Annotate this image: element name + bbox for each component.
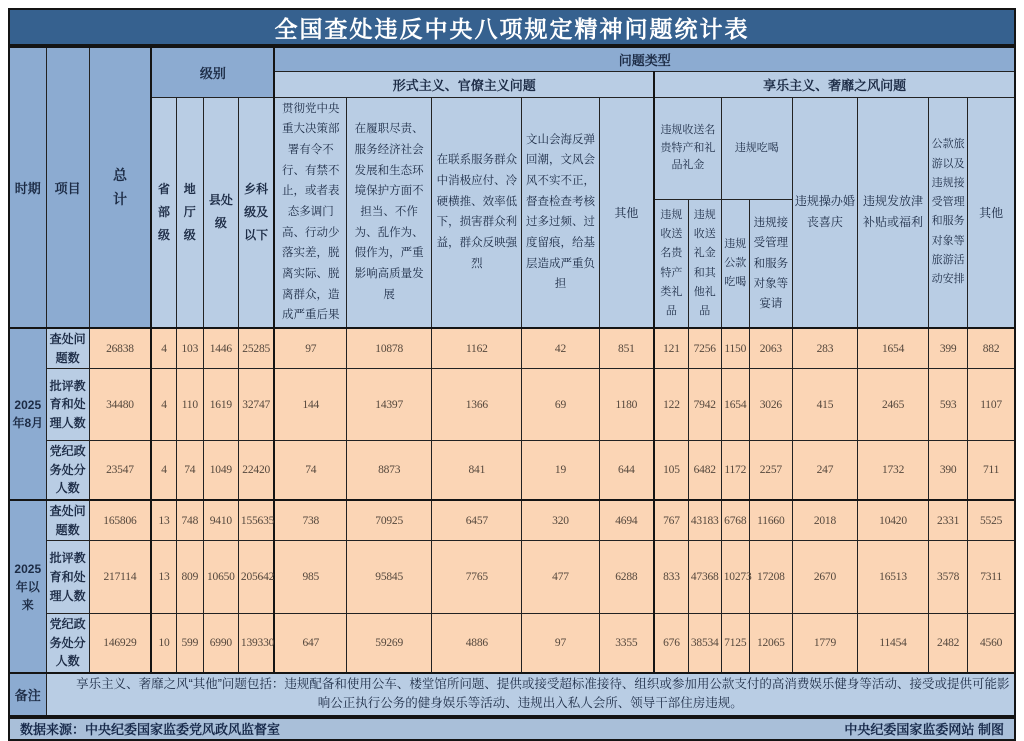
col-header-formalism-other: 其他 — [599, 97, 654, 328]
value-cell: 1366 — [432, 369, 522, 441]
col-group-hedonism: 享乐主义、奢靡之风问题 — [654, 71, 1015, 97]
value-cell: 5525 — [968, 500, 1015, 541]
period-cell: 2025年以来 — [9, 500, 46, 673]
data-source-label: 数据来源：中央纪委国家监委党风政风监督室 — [20, 722, 281, 738]
page-title: 全国查处违反中央八项规定精神问题统计表 — [8, 8, 1016, 46]
value-cell: 26838 — [89, 328, 151, 369]
value-cell: 146929 — [89, 614, 151, 673]
value-cell: 22420 — [238, 441, 274, 500]
value-cell: 205642 — [238, 541, 274, 614]
value-cell: 70925 — [347, 500, 432, 541]
col-header-county-level: 县处级 — [203, 97, 238, 328]
value-cell: 74 — [274, 441, 346, 500]
value-cell: 2018 — [792, 500, 857, 541]
value-cell: 415 — [792, 369, 857, 441]
value-cell: 10420 — [857, 500, 928, 541]
value-cell: 69 — [522, 369, 599, 441]
col-header-province-level: 省部级 — [151, 97, 176, 328]
item-cell: 党纪政务处分人数 — [46, 614, 89, 673]
value-cell: 6990 — [203, 614, 238, 673]
value-cell: 10273 — [721, 541, 749, 614]
value-cell: 851 — [599, 328, 654, 369]
col-header-formalism-2: 在履职尽责、服务经济社会发展和生态环境保护方面不担当、不作为、乱作为、假作为，严重影响高质量发展 — [347, 97, 432, 328]
table-row — [9, 328, 1015, 369]
value-cell: 23547 — [89, 441, 151, 500]
value-cell: 3355 — [599, 614, 654, 673]
col-header-period: 时期 — [9, 47, 46, 328]
value-cell: 7311 — [968, 541, 1015, 614]
value-cell: 1162 — [432, 328, 522, 369]
value-cell: 25285 — [238, 328, 274, 369]
col-header-public-travel: 公款旅游以及违规接受管理和服务对象等旅游活动安排 — [929, 97, 968, 328]
table-row — [9, 441, 1015, 500]
value-cell: 7125 — [721, 614, 749, 673]
table-row — [9, 369, 1015, 441]
remark-label: 备注 — [9, 673, 46, 716]
item-cell: 批评教育和处理人数 — [46, 369, 89, 441]
value-cell: 13 — [151, 500, 176, 541]
value-cell: 1049 — [203, 441, 238, 500]
value-cell: 6288 — [599, 541, 654, 614]
value-cell: 320 — [522, 500, 599, 541]
value-cell: 47368 — [688, 541, 721, 614]
table-row — [9, 614, 1015, 673]
footer-bar — [8, 717, 1016, 741]
value-cell: 390 — [929, 441, 968, 500]
col-header-formalism-3: 在联系服务群众中消极应付、冷硬横推、效率低下，损害群众利益，群众反映强烈 — [432, 97, 522, 328]
value-cell: 882 — [968, 328, 1015, 369]
value-cell: 16513 — [857, 541, 928, 614]
col-header-allowances: 违规发放津补贴或福利 — [857, 97, 928, 328]
value-cell: 19 — [522, 441, 599, 500]
value-cell: 676 — [654, 614, 688, 673]
value-cell: 809 — [176, 541, 203, 614]
value-cell: 2331 — [929, 500, 968, 541]
value-cell: 1446 — [203, 328, 238, 369]
value-cell: 2257 — [749, 441, 792, 500]
value-cell: 14397 — [347, 369, 432, 441]
value-cell: 738 — [274, 500, 346, 541]
value-cell: 4560 — [968, 614, 1015, 673]
value-cell: 477 — [522, 541, 599, 614]
col-group-problem-type: 问题类型 — [274, 47, 1015, 71]
value-cell: 139330 — [238, 614, 274, 673]
value-cell: 1107 — [968, 369, 1015, 441]
value-cell: 97 — [274, 328, 346, 369]
value-cell: 165806 — [89, 500, 151, 541]
value-cell: 121 — [654, 328, 688, 369]
col-header-banquet-invitations: 违规接受管理和服务对象等宴请 — [749, 200, 792, 328]
value-cell: 1654 — [857, 328, 928, 369]
statistics-table — [8, 46, 1016, 717]
value-cell: 103 — [176, 328, 203, 369]
col-group-formalism: 形式主义、官僚主义问题 — [274, 71, 654, 97]
value-cell: 767 — [654, 500, 688, 541]
value-cell: 11454 — [857, 614, 928, 673]
value-cell: 3578 — [929, 541, 968, 614]
table-row — [9, 500, 1015, 541]
value-cell: 1732 — [857, 441, 928, 500]
value-cell: 7765 — [432, 541, 522, 614]
value-cell: 144 — [274, 369, 346, 441]
value-cell: 711 — [968, 441, 1015, 500]
value-cell: 8873 — [347, 441, 432, 500]
chart-credit-label: 中央纪委国家监委网站 制图 — [844, 722, 1004, 738]
value-cell: 247 — [792, 441, 857, 500]
value-cell: 74 — [176, 441, 203, 500]
value-cell: 38534 — [688, 614, 721, 673]
value-cell: 593 — [929, 369, 968, 441]
value-cell: 647 — [274, 614, 346, 673]
value-cell: 6768 — [721, 500, 749, 541]
item-cell: 批评教育和处理人数 — [46, 541, 89, 614]
value-cell: 122 — [654, 369, 688, 441]
value-cell: 1779 — [792, 614, 857, 673]
value-cell: 2063 — [749, 328, 792, 369]
value-cell: 32747 — [238, 369, 274, 441]
value-cell: 3026 — [749, 369, 792, 441]
value-cell: 9410 — [203, 500, 238, 541]
value-cell: 644 — [599, 441, 654, 500]
col-header-item: 项目 — [46, 47, 89, 328]
value-cell: 43183 — [688, 500, 721, 541]
value-cell: 4 — [151, 328, 176, 369]
col-header-township-level: 乡科级及以下 — [238, 97, 274, 328]
value-cell: 155635 — [238, 500, 274, 541]
value-cell: 1654 — [721, 369, 749, 441]
value-cell: 2465 — [857, 369, 928, 441]
col-header-formalism-1: 贯彻党中央重大决策部署有令不行、有禁不止，或者表态多调门高、行动少落实差，脱离实际、脱离群众，造成严重后果 — [274, 97, 346, 328]
value-cell: 833 — [654, 541, 688, 614]
period-cell: 2025年8月 — [9, 328, 46, 500]
value-cell: 17208 — [749, 541, 792, 614]
value-cell: 59269 — [347, 614, 432, 673]
value-cell: 217114 — [89, 541, 151, 614]
table-row — [9, 541, 1015, 614]
col-header-public-funds-dining: 违规公款吃喝 — [721, 200, 749, 328]
value-cell: 34480 — [89, 369, 151, 441]
value-cell: 399 — [929, 328, 968, 369]
value-cell: 97 — [522, 614, 599, 673]
col-group-gifts: 违规收送名贵特产和礼品礼金 — [654, 97, 721, 200]
remark-row — [9, 673, 1015, 716]
value-cell: 10650 — [203, 541, 238, 614]
col-group-dining: 违规吃喝 — [721, 97, 792, 200]
value-cell: 1180 — [599, 369, 654, 441]
col-header-total-label: 总计 — [112, 166, 127, 207]
value-cell: 4886 — [432, 614, 522, 673]
value-cell: 12065 — [749, 614, 792, 673]
item-cell: 党纪政务处分人数 — [46, 441, 89, 500]
value-cell: 1150 — [721, 328, 749, 369]
value-cell: 2482 — [929, 614, 968, 673]
col-header-total — [89, 47, 151, 328]
value-cell: 4 — [151, 441, 176, 500]
value-cell: 10 — [151, 614, 176, 673]
item-cell: 查处问题数 — [46, 500, 89, 541]
col-header-specialty-gifts: 违规收送名贵特产类礼品 — [654, 200, 688, 328]
value-cell: 42 — [522, 328, 599, 369]
value-cell: 985 — [274, 541, 346, 614]
col-header-hedonism-other: 其他 — [968, 97, 1015, 328]
value-cell: 4 — [151, 369, 176, 441]
value-cell: 11660 — [749, 500, 792, 541]
value-cell: 105 — [654, 441, 688, 500]
value-cell: 95845 — [347, 541, 432, 614]
value-cell: 841 — [432, 441, 522, 500]
value-cell: 110 — [176, 369, 203, 441]
value-cell: 13 — [151, 541, 176, 614]
value-cell: 283 — [792, 328, 857, 369]
value-cell: 599 — [176, 614, 203, 673]
remark-text: 享乐主义、奢靡之风“其他”问题包括：违规配备和使用公车、楼堂馆所问题、提供或接受超标准接待、组织或参加用公款支付的高消费娱乐健身等活动、接受或提供可能影响公正执行公务的健身娱乐等活动、违规出入私人会所、领导干部住房违规。 — [46, 673, 1015, 716]
value-cell: 10878 — [347, 328, 432, 369]
value-cell: 7942 — [688, 369, 721, 441]
value-cell: 6482 — [688, 441, 721, 500]
col-group-level: 级别 — [151, 47, 274, 97]
col-header-formalism-4: 文山会海反弹回潮，文风会风不实不正，督查检查考核过多过频、过度留痕，给基层造成严重负担 — [522, 97, 599, 328]
value-cell: 748 — [176, 500, 203, 541]
value-cell: 6457 — [432, 500, 522, 541]
value-cell: 4694 — [599, 500, 654, 541]
value-cell: 1619 — [203, 369, 238, 441]
col-header-cash-gifts: 违规收送礼金和其他礼品 — [688, 200, 721, 328]
value-cell: 1172 — [721, 441, 749, 500]
col-header-weddings-funerals: 违规操办婚丧喜庆 — [792, 97, 857, 328]
item-cell: 查处问题数 — [46, 328, 89, 369]
value-cell: 2670 — [792, 541, 857, 614]
value-cell: 7256 — [688, 328, 721, 369]
col-header-prefecture-level: 地厅级 — [176, 97, 203, 328]
